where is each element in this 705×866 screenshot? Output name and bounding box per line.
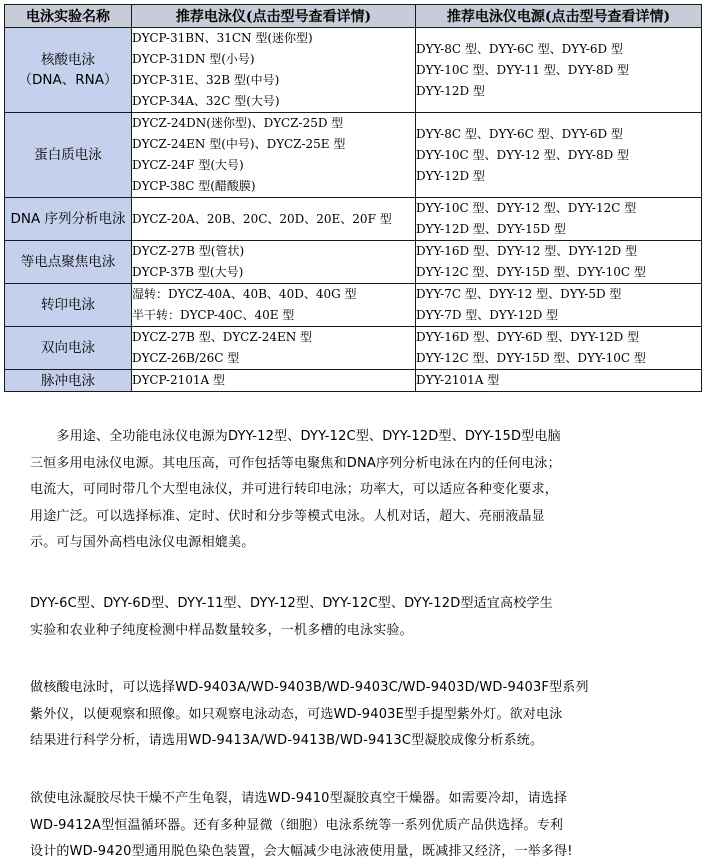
instrument-model-link[interactable]: DYCP-31E、32B 型(中号)	[132, 73, 280, 87]
instrument-model-link[interactable]: DYCP-31BN、31CN 型(迷你型)	[132, 31, 313, 45]
experiment-name-cell	[5, 113, 132, 198]
instrument-model-link[interactable]: DYCZ-26B/26C 型	[132, 351, 240, 365]
table-header-row	[5, 5, 702, 28]
paragraph	[30, 786, 680, 866]
experiment-name-cell	[5, 241, 132, 284]
power-supply-model-link[interactable]: DYY-16D 型、DYY-6D 型、DYY-12D 型	[416, 330, 640, 344]
header-recommended-power-supply: 推荐电泳仪电源(点击型号查看详情)	[416, 5, 702, 28]
power-supply-model-link[interactable]: DYY-16D 型、DYY-12 型、DYY-12D 型	[416, 244, 638, 258]
experiment-name: DNA 序列分析电泳	[10, 211, 126, 227]
table-row	[5, 241, 702, 284]
paragraph-line: 紫外仪，以便观察和照像。如只观察电泳动态，可选WD-9403E型手提型紫外灯。欲对电泳	[30, 706, 563, 722]
paragraph-line: 三恒多用电泳仪电源。其电压高，可作包括等电聚焦和DNA序列分析电泳在内的任何电泳；	[30, 455, 561, 471]
experiment-name: 双向电泳	[41, 340, 95, 356]
power-supply-model-link[interactable]: DYY-12D 型	[416, 168, 485, 183]
instrument-model-link[interactable]: 湿转：DYCZ-40A、40B、40D、40G 型	[132, 287, 357, 301]
paragraph	[30, 675, 680, 755]
paragraph-line: 用途广泛。可以选择标准、定时、伏时和分步等模式电泳。人机对话，超大、亮丽液晶显	[30, 508, 545, 524]
power-supply-model-link[interactable]: DYY-8C 型、DYY-6C 型、DYY-6D 型	[416, 126, 623, 141]
power-supply-cell	[416, 113, 702, 198]
header-experiment-name: 电泳实验名称	[5, 5, 132, 28]
instrument-model-link[interactable]: DYCZ-24DN(迷你型)、DYCZ-25D 型	[132, 116, 344, 130]
header-recommended-instrument: 推荐电泳仪(点击型号查看详情)	[132, 5, 416, 28]
instrument-model-link[interactable]: DYCP-38C 型(醋酸膜)	[132, 179, 256, 193]
instrument-model-link[interactable]: DYCZ-20A、20B、20C、20D、20E、20F 型	[132, 211, 392, 226]
power-supply-model-link[interactable]: DYY-7C 型、DYY-12 型、DYY-5D 型	[416, 287, 622, 301]
power-supply-cell	[416, 28, 702, 113]
power-supply-model-link[interactable]: DYY-12D 型	[416, 83, 485, 98]
experiment-name-cell	[5, 198, 132, 241]
paragraph	[30, 591, 680, 644]
experiment-name: 转印电泳	[41, 297, 95, 313]
instrument-model-link[interactable]: DYCZ-24F 型(大号)	[132, 158, 244, 172]
table-row	[5, 370, 702, 392]
experiment-name: 核酸电泳	[41, 52, 95, 68]
paragraph-line: 电流大，可同时带几个大型电泳仪，并可进行转印电泳；功率大，可以适应各种变化要求，	[30, 482, 559, 497]
power-supply-model-link[interactable]: DYY-10C 型、DYY-11 型、DYY-8D 型	[416, 62, 630, 77]
power-supply-model-link[interactable]: DYY-10C 型、DYY-12 型、DYY-8D 型	[416, 147, 630, 162]
instrument-model-link[interactable]: DYCZ-27B 型、DYCZ-24EN 型	[132, 330, 313, 344]
experiment-name: 等电点聚焦电泳	[20, 254, 116, 270]
table-row	[5, 28, 702, 113]
paragraph-line: WD-9412A型恒温循环器。还有多种显微（细胞）电泳系统等一系列优质产品供选择。专利	[30, 817, 564, 833]
table-row	[5, 113, 702, 198]
experiment-name-cell	[5, 327, 132, 370]
paragraph-line: 实验和农业种子纯度检测中样品数量较多，一机多槽的电泳实验。	[30, 622, 413, 638]
instrument-model-link[interactable]: DYCP-2101A 型	[132, 373, 226, 387]
power-supply-model-link[interactable]: DYY-12C 型、DYY-15D 型、DYY-10C 型	[416, 265, 646, 279]
experiment-name-cell	[5, 370, 132, 392]
experiment-name-cell	[5, 28, 132, 113]
instrument-model-link[interactable]: DYCP-31DN 型(小号)	[132, 52, 255, 66]
paragraph-line: 设计的WD-9420型通用脱色染色装置，会大幅减少电泳液使用量，既减排又经济，一举多得!	[30, 844, 573, 859]
instrument-cell	[132, 284, 416, 327]
power-supply-model-link[interactable]: DYY-2101A 型	[416, 373, 500, 387]
experiment-name: 脉冲电泳	[41, 372, 95, 389]
instrument-model-link[interactable]: DYCP-37B 型(大号)	[132, 265, 244, 279]
paragraph-line: 欲使电泳凝胶尽快干燥不产生龟裂，请选WD-9410型凝胶真空干燥器。如需要冷却，请选择	[30, 791, 568, 806]
instrument-cell	[132, 113, 416, 198]
instrument-model-link[interactable]: DYCZ-27B 型(管状)	[132, 244, 245, 258]
table-row	[5, 327, 702, 370]
power-supply-model-link[interactable]: DYY-10C 型、DYY-12 型、DYY-12C 型	[416, 201, 637, 215]
instrument-cell	[132, 327, 416, 370]
instrument-cell	[132, 198, 416, 241]
power-supply-cell	[416, 241, 702, 284]
power-supply-cell	[416, 198, 702, 241]
paragraph-line: 示。可与国外高档电泳仪电源相媲美。	[30, 535, 255, 550]
power-supply-cell	[416, 327, 702, 370]
table-row	[5, 284, 702, 327]
power-supply-cell	[416, 370, 702, 392]
experiment-name: 蛋白质电泳	[34, 147, 102, 163]
paragraph	[30, 424, 680, 557]
experiment-name-cell	[5, 284, 132, 327]
experiment-name: （DNA、RNA）	[18, 72, 118, 88]
instrument-model-link[interactable]: DYCZ-24EN 型(中号)、DYCZ-25E 型	[132, 137, 346, 151]
recommendation-table	[4, 4, 702, 392]
instrument-cell	[132, 241, 416, 284]
instrument-model-link[interactable]: 半干转：DYCP-40C、40E 型	[132, 308, 295, 322]
instrument-cell	[132, 370, 416, 392]
paragraph-line: 做核酸电泳时，可以选择WD-9403A/WD-9403B/WD-9403C/WD-9403D/WD-9403F型系列	[30, 680, 589, 695]
power-supply-model-link[interactable]: DYY-7D 型、DYY-12D 型	[416, 308, 559, 322]
paragraph-line: 结果进行科学分析，请选用WD-9413A/WD-9413B/WD-9413C型凝胶成像分析系统。	[30, 733, 544, 748]
instrument-cell	[132, 28, 416, 113]
paragraph-line: 多用途、全功能电泳仪电源为DYY-12型、DYY-12C型、DYY-12D型、DYY-15D型电脑	[30, 429, 561, 444]
power-supply-cell	[416, 284, 702, 327]
table-row	[5, 198, 702, 241]
paragraph-line: DYY-6C型、DYY-6D型、DYY-11型、DYY-12型、DYY-12C型、DYY-12D型适宜高校学生	[30, 596, 553, 611]
power-supply-model-link[interactable]: DYY-12C 型、DYY-15D 型、DYY-10C 型	[416, 351, 646, 365]
power-supply-model-link[interactable]: DYY-12D 型、DYY-15D 型	[416, 222, 566, 236]
power-supply-model-link[interactable]: DYY-8C 型、DYY-6C 型、DYY-6D 型	[416, 41, 623, 56]
instrument-model-link[interactable]: DYCP-34A、32C 型(大号)	[132, 94, 280, 108]
